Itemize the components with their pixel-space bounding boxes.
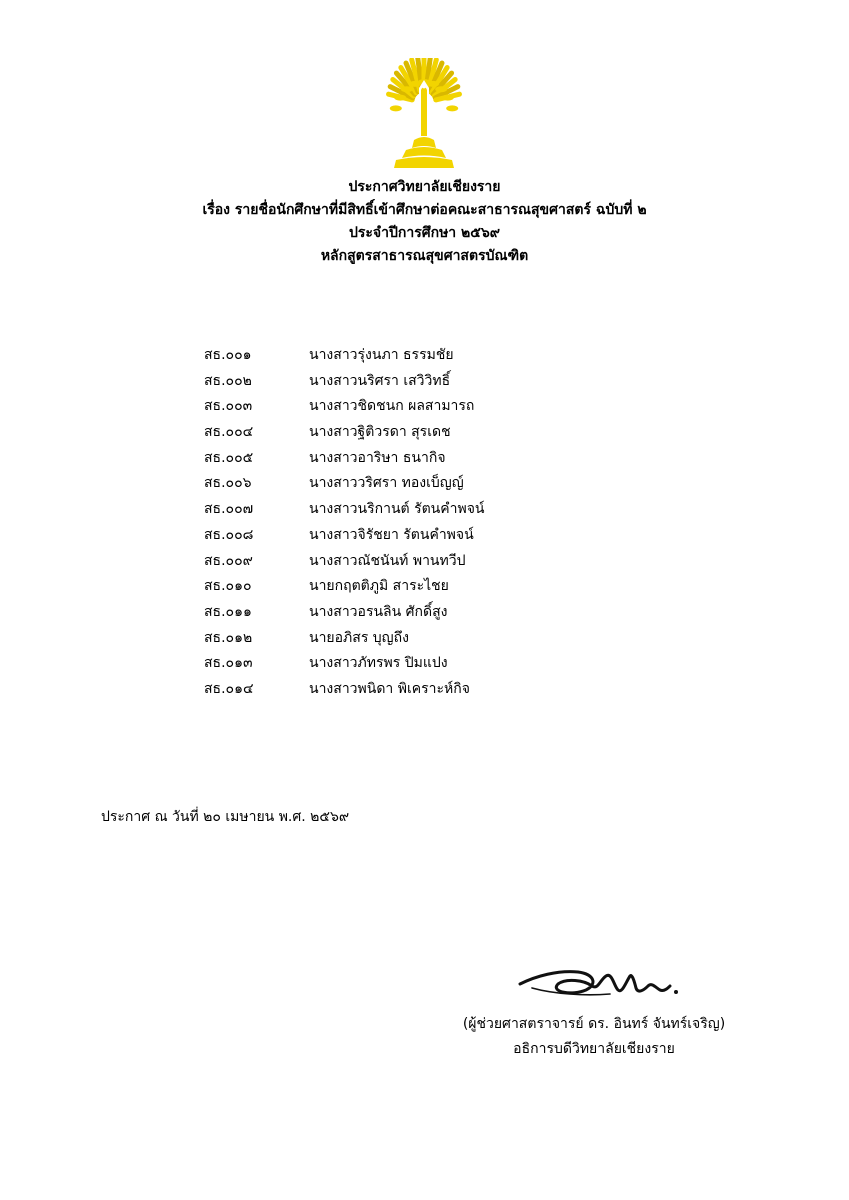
list-item xyxy=(204,471,485,497)
list-item xyxy=(204,574,485,600)
student-name: นางสาวอรนลิน ศักดิ์สูง xyxy=(309,603,448,620)
list-item xyxy=(204,600,485,626)
student-name: นางสาวภัทรพร ปิมแปง xyxy=(309,655,448,672)
list-item xyxy=(204,446,485,472)
list-item xyxy=(204,677,485,703)
student-name: นางสาวชิดชนก ผลสามารถ xyxy=(309,398,475,415)
header-subject: เรื่อง รายชื่อนักศึกษาที่มีสิทธิ์เข้าศึกษาต่อคณะสาธารณสุขศาสตร์ ฉบับที่ ๒ xyxy=(202,202,647,218)
list-item xyxy=(204,369,485,395)
student-name: นางสาวอาริษา ธนากิจ xyxy=(309,449,446,466)
student-code: สธ.๐๑๔ xyxy=(204,680,254,697)
student-code: สธ.๐๑๒ xyxy=(204,629,253,646)
signer-name: (ผู้ช่วยศาสตราจารย์ ดร. อินทร์ จันทร์เจริญ) xyxy=(462,1016,726,1032)
student-name: นางสาวจิรัชยา รัตนคำพจน์ xyxy=(309,526,474,543)
student-code: สธ.๐๐๘ xyxy=(204,526,254,543)
announcement-date: ประกาศ ณ วันที่ ๒๐ เมษายน พ.ศ. ๒๕๖๙ xyxy=(101,809,350,825)
list-item xyxy=(204,626,485,652)
signer-block xyxy=(404,1012,784,1062)
student-name: นางสาวนริกานต์ รัตนคำพจน์ xyxy=(309,501,485,518)
student-list xyxy=(204,343,485,703)
student-name: นางสาวนริศรา เสวิวิทธิ์ xyxy=(309,372,451,389)
list-item xyxy=(204,420,485,446)
list-item xyxy=(204,523,485,549)
signature-image xyxy=(514,950,686,1004)
student-code: สธ.๐๑๐ xyxy=(204,578,252,595)
student-name: นายอภิสร บุญถึง xyxy=(309,629,409,646)
student-code: สธ.๐๐๕ xyxy=(204,449,254,466)
student-code: สธ.๐๐๔ xyxy=(204,424,254,441)
header-program: หลักสูตรสาธารณสุขศาสตรบัณฑิต xyxy=(320,248,529,264)
college-emblem-icon xyxy=(386,58,462,170)
student-name: นายกฤตติภูมิ สาระไชย xyxy=(309,578,449,595)
signer-title: อธิการบดีวิทยาลัยเชียงราย xyxy=(513,1041,675,1057)
header-title: ประกาศวิทยาลัยเชียงราย xyxy=(348,179,501,195)
student-name: นางสาวพนิดา พิเคราะห์กิจ xyxy=(309,680,470,697)
student-code: สธ.๐๐๒ xyxy=(204,372,252,389)
student-name: นางสาวฐิติวรดา สุรเดช xyxy=(309,424,451,441)
student-code: สธ.๐๐๓ xyxy=(204,398,253,415)
document-header xyxy=(0,176,849,268)
student-name: นางสาววริศรา ทองเบ็ญญ์ xyxy=(309,475,464,492)
student-code: สธ.๐๑๓ xyxy=(204,655,253,672)
header-academic-year: ประจำปีการศึกษา ๒๕๖๙ xyxy=(348,225,501,241)
student-code: สธ.๐๐๙ xyxy=(204,552,253,569)
student-name: นางสาวรุ่งนภา ธรรมชัย xyxy=(309,347,454,363)
student-code: สธ.๐๐๖ xyxy=(204,475,252,492)
student-code: สธ.๐๑๑ xyxy=(204,603,252,620)
list-item xyxy=(204,549,485,575)
list-item xyxy=(204,651,485,677)
student-name: นางสาวณัชนันท์ พานทวีป xyxy=(309,552,466,569)
student-code: สธ.๐๐๗ xyxy=(204,501,254,518)
student-code: สธ.๐๐๑ xyxy=(204,347,252,363)
list-item xyxy=(204,343,485,369)
list-item xyxy=(204,394,485,420)
list-item xyxy=(204,497,485,523)
